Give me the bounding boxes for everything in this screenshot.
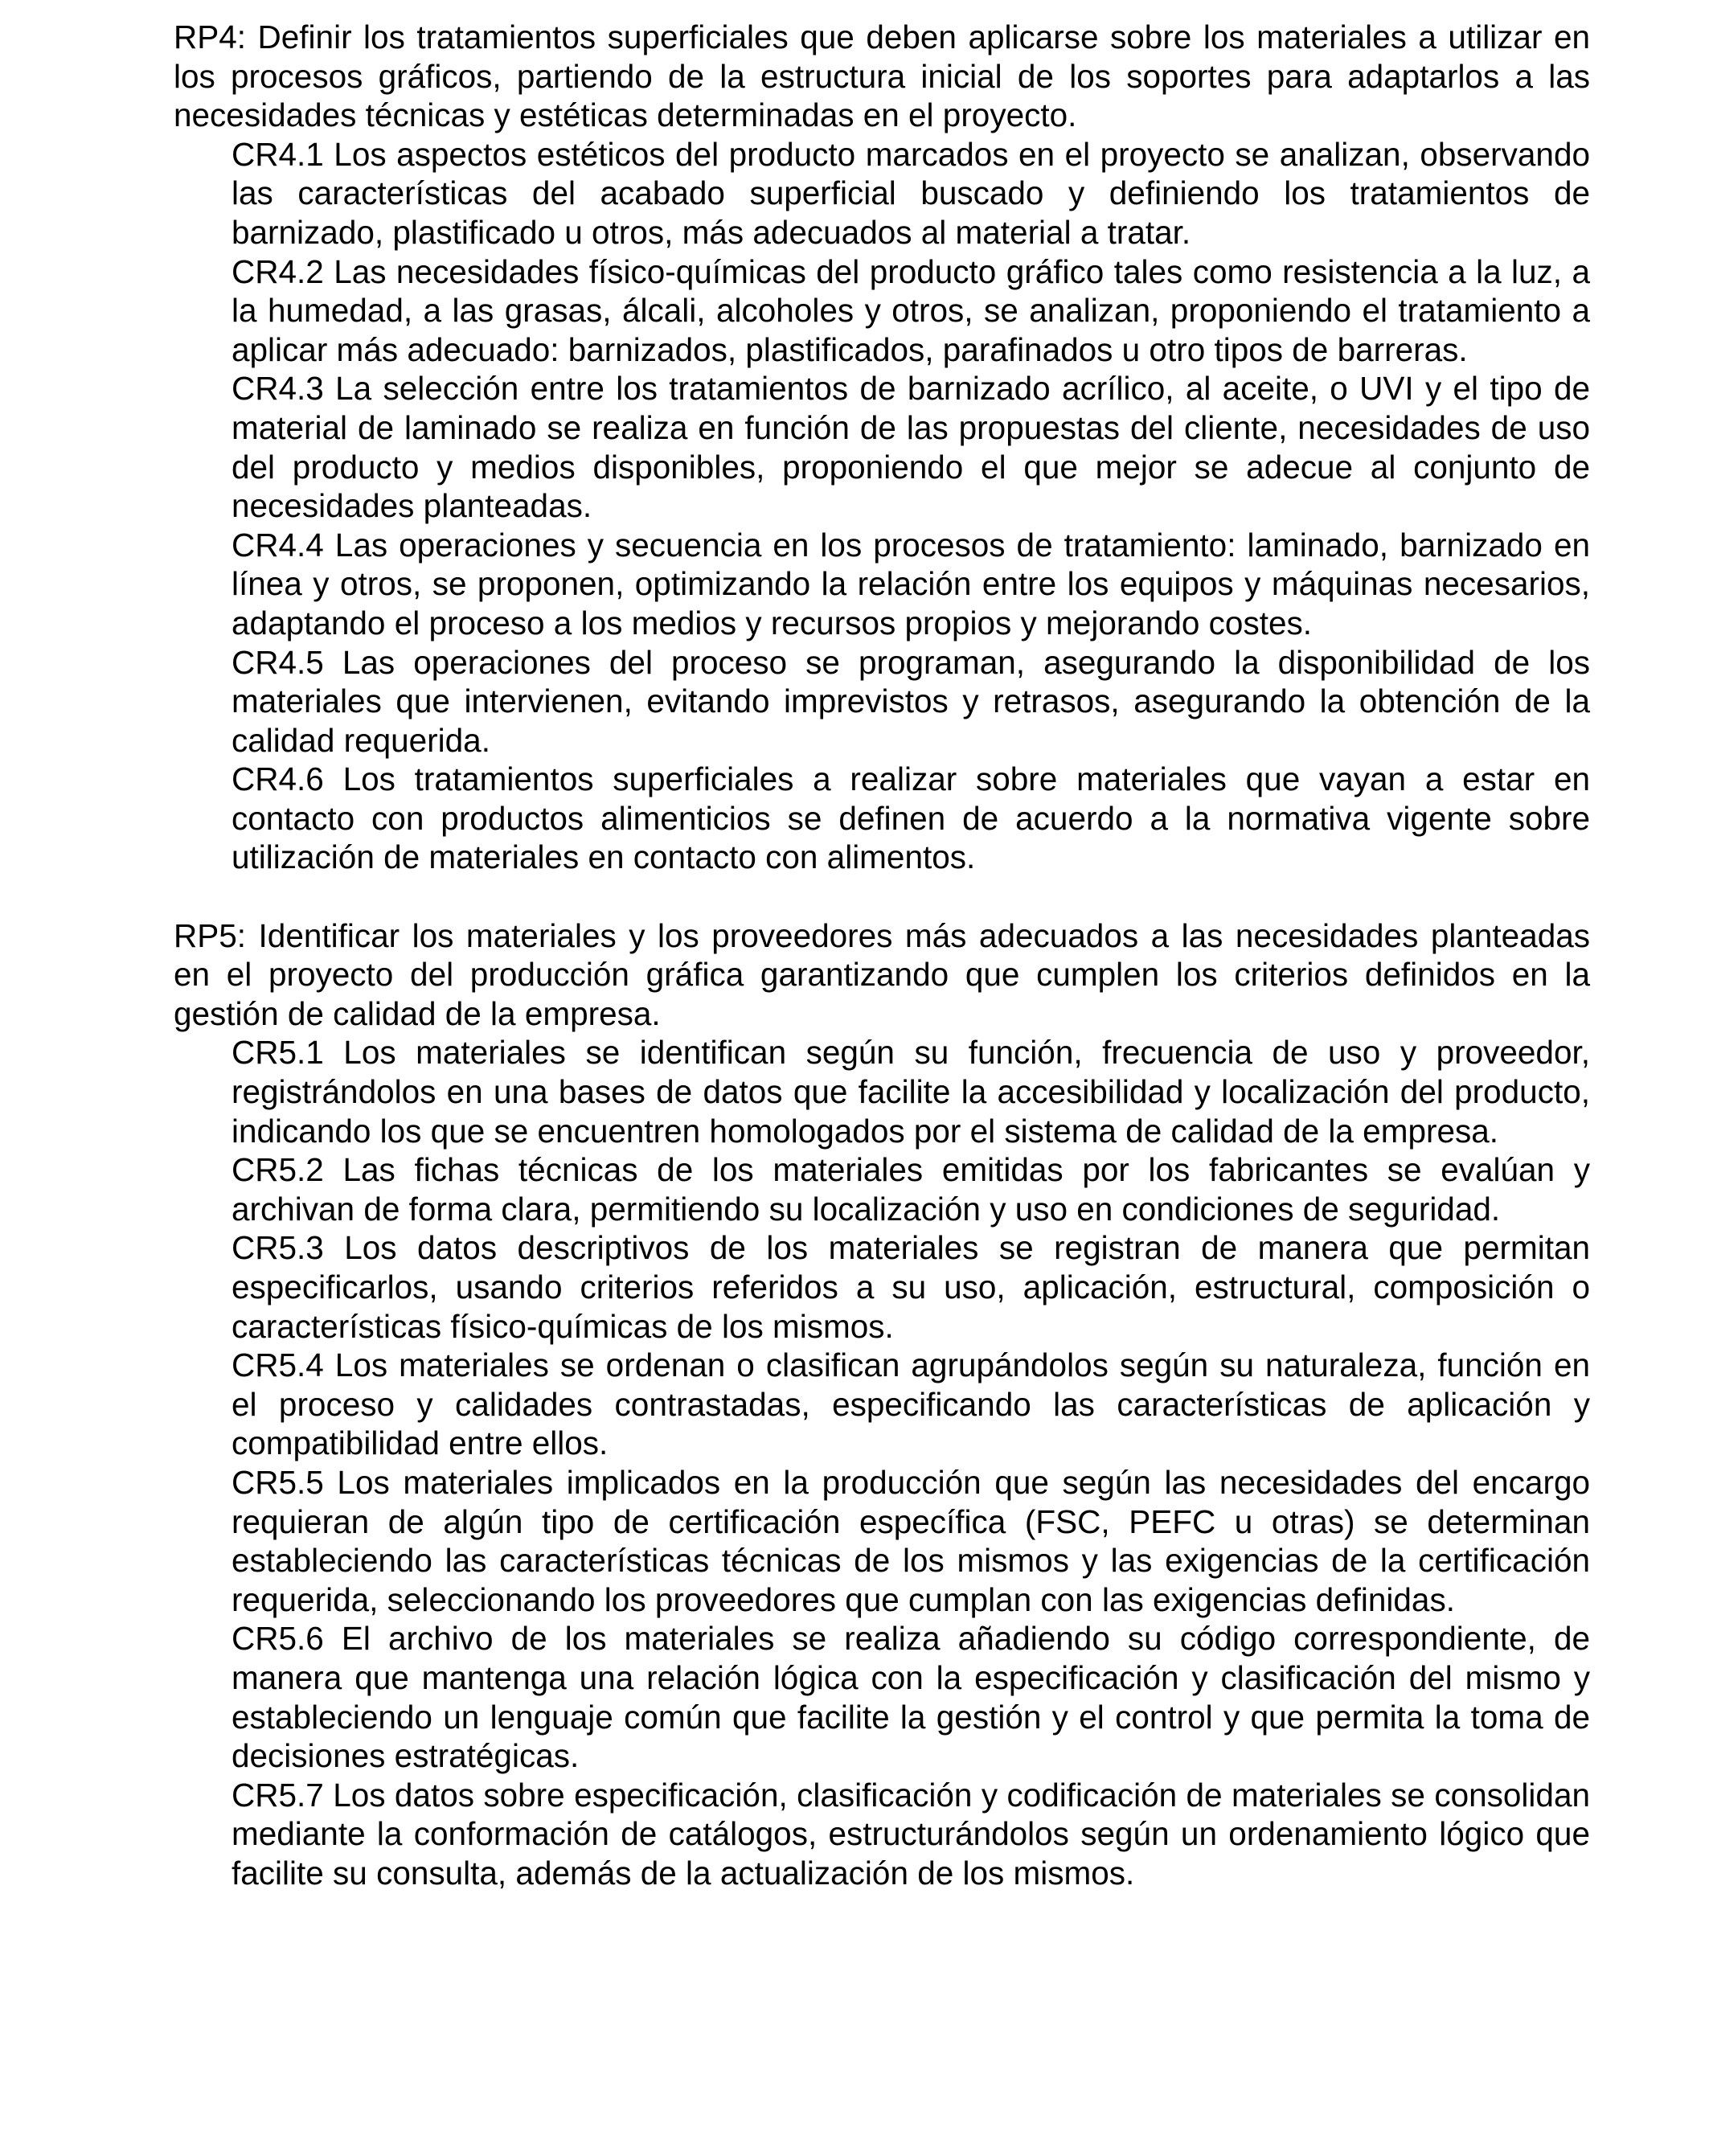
- document-page: [174, 18, 1590, 1893]
- criterion-cr5-7: CR5.7 Los datos sobre especificación, clasificación y codificación de materiales se consolidan mediante la conformación de catálogos, estructurándolos según un ordenamiento lógico que facilite su consulta, además de la actualización de los mismos.: [232, 1776, 1590, 1892]
- criterion-cr5-3: CR5.3 Los datos descriptivos de los materiales se registran de manera que permitan especificarlos, usando criterios referidos a su uso, aplicación, estructural, composición o características físico-químicas de los mismos.: [232, 1229, 1590, 1345]
- criterion-cr4-6: CR4.6 Los tratamientos superficiales a realizar sobre materiales que vayan a estar en contacto con productos alimenticios se definen de acuerdo a la normativa vigente sobre utilización de materiales en contacto con alimentos.: [232, 760, 1590, 876]
- criterion-cr5-2: CR5.2 Las fichas técnicas de los materiales emitidas por los fabricantes se evalúan y archivan de forma clara, permitiendo su localización y uso en condiciones de seguridad.: [232, 1151, 1590, 1228]
- criterion-cr4-4: CR4.4 Las operaciones y secuencia en los procesos de tratamiento: laminado, barnizado en línea y otros, se proponen, optimizando la relación entre los equipos y máquinas necesarios, adaptando el proceso a los medios y recursos propios y mejorando costes.: [232, 526, 1590, 641]
- criterion-cr5-5: CR5.5 Los materiales implicados en la producción que según las necesidades del encargo requieran de algún tipo de certificación específica (FSC, PEFC u otras) se determinan estableciendo las características técnicas de los mismos y las exigencias de la certificación requerida, seleccionando los proveedores que cumplan con las exigencias definidas.: [232, 1463, 1590, 1618]
- criterion-cr5-1: CR5.1 Los materiales se identifican según su función, frecuencia de uso y proveedor, registrándolos en una bases de datos que facilite la accesibilidad y localización del producto, indicando los que se encuentren homologados por el sistema de calidad de la empresa.: [232, 1034, 1590, 1150]
- criterion-cr5-6: CR5.6 El archivo de los materiales se realiza añadiendo su código correspondiente, de manera que mantenga una relación lógica con la especificación y clasificación del mismo y estableciendo un lenguaje común que facilite la gestión y el control y que permita la toma de decisiones estratégicas.: [232, 1620, 1590, 1775]
- section-heading-rp5: RP5: Identificar los materiales y los proveedores más adecuados a las necesidades planteadas en el proyecto del producción gráfica garantizando que cumplen los criterios definidos en la gestión de calidad de la empresa.: [174, 916, 1590, 1032]
- criterion-cr5-4: CR5.4 Los materiales se ordenan o clasifican agrupándolos según su naturaleza, función en el proceso y calidades contrastadas, especificando las características de aplicación y compatibilidad entre ellos.: [232, 1346, 1590, 1462]
- criterion-cr4-1: CR4.1 Los aspectos estéticos del producto marcados en el proyecto se analizan, observando las características del acabado superficial buscado y definiendo los tratamientos de barnizado, plastificado u otros, más adecuados al material a tratar.: [232, 135, 1590, 251]
- criterion-cr4-2: CR4.2 Las necesidades físico-químicas del producto gráfico tales como resistencia a la luz, a la humedad, a las grasas, álcali, alcoholes y otros, se analizan, proponiendo el tratamiento a aplicar más adecuado: barnizados, plastificados, parafinados u otro tipos de barreras.: [232, 252, 1590, 368]
- section-heading-rp4: RP4: Definir los tratamientos superficiales que deben aplicarse sobre los materiales a utilizar en los procesos gráficos, partiendo de la estructura inicial de los soportes para adaptarlos a las necesidades técnicas y estéticas determinadas en el proyecto.: [174, 18, 1590, 134]
- section-rp4: [174, 18, 1590, 877]
- criterion-cr4-5: CR4.5 Las operaciones del proceso se programan, asegurando la disponibilidad de los materiales que intervienen, evitando imprevistos y retrasos, asegurando la obtención de la calidad requerida.: [232, 643, 1590, 759]
- section-rp5: [174, 916, 1590, 1893]
- criterion-cr4-3: CR4.3 La selección entre los tratamientos de barnizado acrílico, al aceite, o UVI y el tipo de material de laminado se realiza en función de las propuestas del cliente, necesidades de uso del producto y medios disponibles, proponiendo el que mejor se adecue al conjunto de necesidades planteadas.: [232, 370, 1590, 525]
